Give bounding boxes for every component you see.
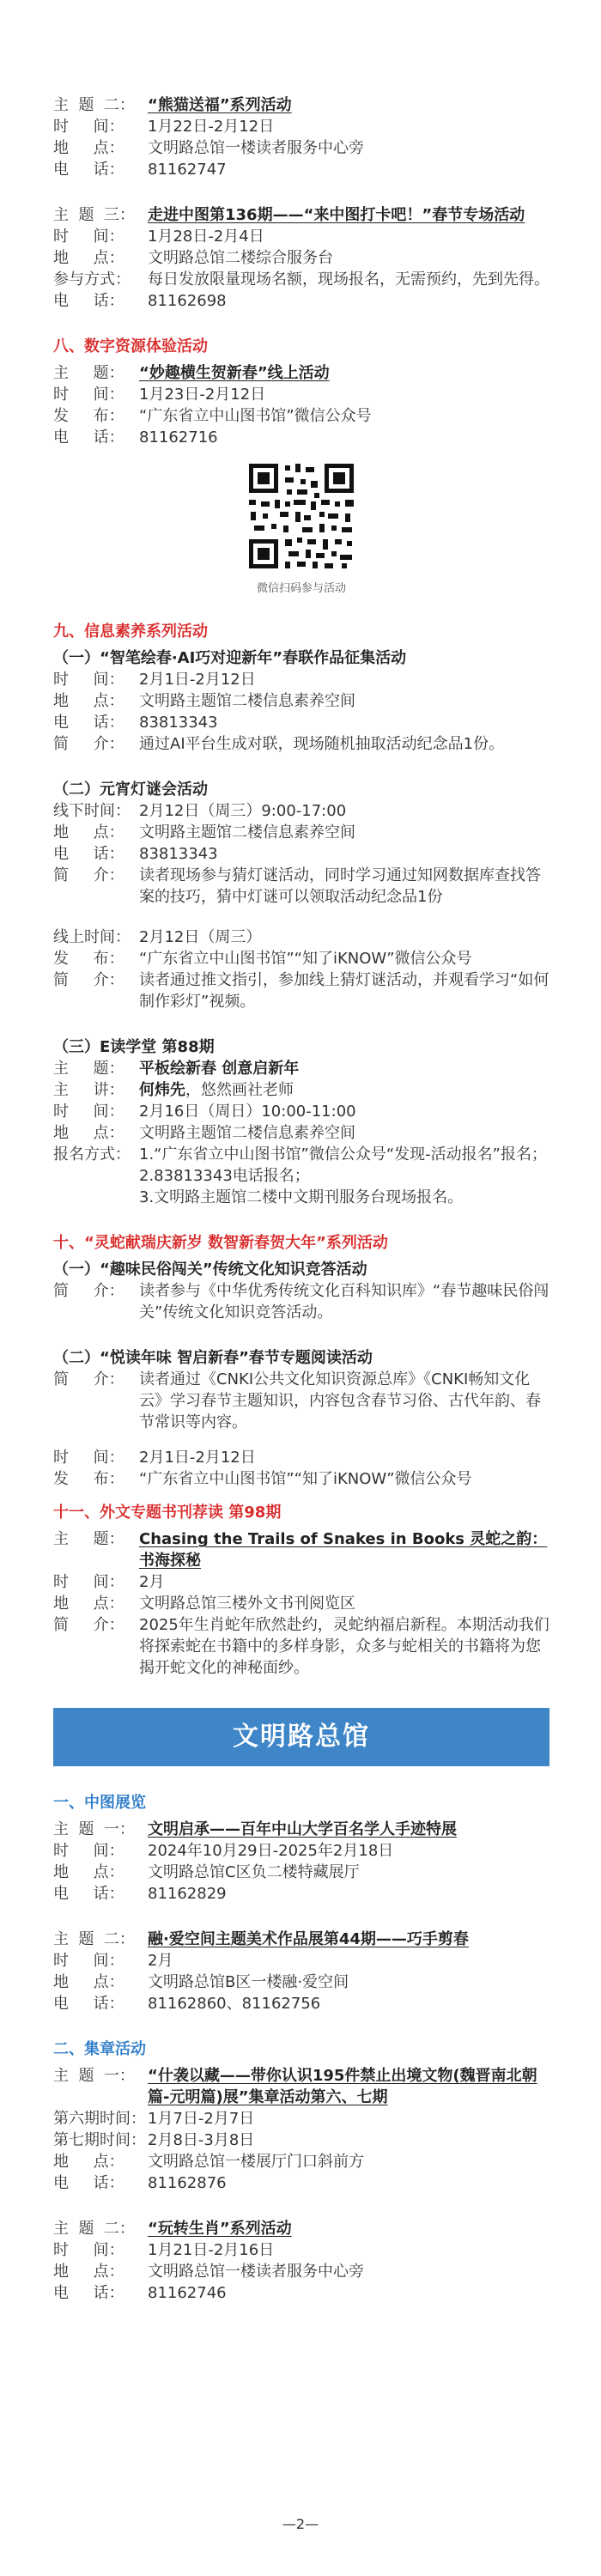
section-foreign-books [53,1502,549,1679]
intro-value: 读者现场参与猜灯谜活动，同时学习通过知网数据库查找答案的技巧，猜中灯谜可以领取活动纪念品1份 [139,866,541,906]
section-heading: 八、数字资源体验活动 [53,337,208,355]
place-label: 地 点： [53,823,124,841]
section-heading: 十一、外文专题书刊荐读 第98期 [53,1504,282,1522]
section-digital-resources [53,336,549,597]
theme-title: 走进中图第136期——“来中图打卡吧！”春节专场活动 [148,206,525,224]
intro-value: 2025年生肖蛇年欣然赴约，灵蛇纳福启新程。本期活动我们将探索蛇在书籍中的多样身影，众多与蛇相关的书籍将为您揭开蛇文化的神秘面纱。 [139,1616,549,1677]
place-label: 地 点： [53,1124,124,1142]
publish-label: 发 布： [53,950,124,968]
time-label: 时 间： [53,1449,124,1467]
theme-label: 主 题 二： [53,2220,135,2238]
time-value: 2024年10月29日-2025年2月18日 [148,1842,394,1860]
intro-value: 读者通过《CNKI公共文化知识资源总库》《CNKI畅知文化云》学习春节主题知识，内容包含春节习俗、古代年韵、春节常识等内容。 [139,1370,541,1431]
theme-title: 文明启承——百年中山大学百名学人手迹特展 [148,1820,457,1838]
theme-label: 主 题 一： [53,1820,135,1838]
section-heading: 九、信息素养系列活动 [53,623,208,641]
phone-value: 81162876 [148,2174,227,2192]
phone-value: 81162746 [148,2284,227,2302]
exhibition-entry [53,1929,549,2014]
place-label: 地 点： [53,1973,124,1991]
time-label: 时 间： [53,2241,124,2259]
section-heading: 一、中图展览 [53,1794,146,1812]
place-label: 地 点： [53,2153,124,2171]
time-value: 1月23日-2月12日 [139,386,266,404]
period6-value: 1月7日-2月7日 [148,2110,255,2128]
time-value: 2月16日（周日）10:00-11:00 [139,1103,356,1121]
intro-label: 简 介： [53,971,124,989]
intro-label: 简 介： [53,1370,124,1388]
speaker-name: 何炜先 [139,1081,185,1099]
page-number: —2— [282,2516,319,2532]
time-label: 时 间： [53,1952,124,1970]
subsection-couplet [53,647,549,755]
intro-label: 简 介： [53,866,124,884]
phone-label: 电 话： [53,845,124,863]
place-label: 地 点： [53,2263,124,2281]
phone-value: 81162747 [148,161,227,179]
section-heading: 二、集章活动 [53,2040,146,2058]
intro-value: 读者参与《中华优秀传统文化百科知识库》“春节趣味民俗闯关”传统文化知识竞答活动。 [139,1282,549,1321]
method-label: 参与方式： [53,270,131,289]
time-label: 时 间： [53,1573,124,1591]
subsection-heading: （三）E读学堂 第88期 [53,1038,215,1056]
period7-label: 第七期时间： [53,2131,146,2149]
theme-title: Chasing the Trails of Snakes in Books 灵蛇之韵：书海探秘 [139,1530,548,1570]
place-value: 文明路总馆三楼外文书刊阅览区 [139,1595,355,1613]
subsection-lantern-riddle [53,779,549,1012]
theme-label: 主 题： [53,1530,124,1548]
time-value: 2月1日-2月12日 [139,1449,256,1467]
place-value: 文明路总馆一楼读者服务中心旁 [148,2263,364,2281]
qr-caption: 微信扫码参与活动 [256,582,346,595]
signup-item: 3.文明路主题馆二楼中文期刊服务台现场报名。 [139,1188,464,1206]
subsection-e-reading [53,1036,549,1208]
phone-label: 电 话： [53,1995,124,2013]
place-value: 文明路总馆二楼综合服务台 [148,249,333,267]
section-exhibitions [53,1792,549,2014]
qr-block [53,460,549,597]
section-stamp-collecting [53,2038,549,2304]
phone-label: 电 话： [53,161,124,179]
phone-label: 电 话： [53,1885,124,1903]
time-label: 时 间： [53,1842,124,1860]
time-value: 2月 [148,1952,173,1970]
content [53,0,549,2304]
publish-value: “广东省立中山图书馆”“知了iKNOW”微信公众号 [139,950,472,968]
offline-time-label: 线下时间： [53,802,131,820]
speaker-title: ，悠然画社老师 [185,1081,294,1099]
place-value: 文明路总馆B区一楼融·爱空间 [148,1973,349,1991]
speaker-label: 主 讲： [53,1081,124,1099]
qr-code-icon[interactable] [246,460,357,572]
intro-label: 简 介： [53,1282,124,1300]
time-label: 时 间： [53,1103,124,1121]
theme-label: 主 题： [53,1060,124,1078]
place-label: 地 点： [53,1863,124,1881]
signup-list [139,1144,549,1208]
place-label: 地 点： [53,249,124,267]
signup-label: 报名方式： [53,1145,131,1163]
intro-label: 简 介： [53,1616,124,1634]
phone-value: 81162698 [148,292,227,310]
period7-value: 2月8日-3月8日 [148,2131,255,2149]
subsection-folk-quiz [53,1259,549,1323]
theme-label: 主 题 二： [53,1930,135,1948]
phone-label: 电 话： [53,292,124,310]
time-label: 时 间： [53,386,124,404]
method-value: 每日发放限量现场名额，现场报名，无需预约，先到先得。 [148,270,549,289]
offline-time-value: 2月12日（周三）9:00-17:00 [139,802,347,820]
stamp-entry [53,2218,549,2304]
publish-value: “广东省立中山图书馆”“知了iKNOW”微信公众号 [139,1470,472,1488]
online-time-label: 线上时间： [53,928,131,946]
exhibition-entry [53,1819,549,1905]
time-value: 1月22日-2月12日 [148,118,275,136]
theme-label: 主 题 三： [53,206,135,224]
intro-value: 通过AI平台生成对联，现场随机抽取活动纪念品1份。 [139,735,505,753]
theme-value: 平板绘新春 创意启新年 [139,1060,300,1078]
publish-value: “广东省立中山图书馆”微信公众号 [139,407,372,425]
publish-label: 发 布： [53,407,124,425]
stamp-entry [53,2065,549,2194]
place-value: 文明路总馆C区负二楼特藏展厅 [148,1863,360,1881]
activity-entry-panda [53,94,549,180]
place-label: 地 点： [53,139,124,157]
subsection-heading: （二）“悦读年味 智启新春”春节专题阅读活动 [53,1349,373,1367]
subsection-heading: （一）“趣味民俗闯关”传统文化知识竞答活动 [53,1261,367,1279]
section-spring-festival-digital [53,1232,549,1490]
phone-value: 81162716 [139,428,218,447]
subsection-heading: （一）“智笔绘春·AI巧对迎新年”春联作品征集活动 [53,649,407,667]
place-value: 文明路主题馆二楼信息素养空间 [139,823,355,841]
signup-item: 2.83813343电话报名； [139,1167,310,1185]
phone-value: 81162860、81162756 [148,1995,321,2013]
branch-banner: 文明路总馆 [53,1708,549,1766]
phone-label: 电 话： [53,428,124,447]
subsection-reading [53,1347,549,1490]
phone-value: 83813343 [139,714,218,732]
theme-title: “熊猫送福”系列活动 [148,96,292,114]
intro-label: 简 介： [53,735,124,753]
theme-title: “什袭以藏——带你认识195件禁止出境文物(魏晋南北朝篇-元明篇)展”集章活动第六、七期 [148,2067,537,2106]
theme-label: 主 题 二： [53,96,135,114]
place-label: 地 点： [53,692,124,710]
time-label: 时 间： [53,671,124,689]
phone-value: 81162829 [148,1885,227,1903]
place-label: 地 点： [53,1595,124,1613]
section-info-literacy [53,621,549,1208]
theme-label: 主 题： [53,364,124,382]
place-value: 文明路主题馆二楼信息素养空间 [139,692,355,710]
phone-label: 电 话： [53,714,124,732]
time-value: 2月 [139,1573,165,1591]
theme-label: 主 题 一： [53,2067,135,2085]
place-value: 文明路总馆一楼读者服务中心旁 [148,139,364,157]
theme-title: 融·爱空间主题美术作品展第44期——巧手剪春 [148,1930,469,1948]
period6-label: 第六期时间： [53,2110,146,2128]
time-value: 1月28日-2月4日 [148,228,264,246]
subsection-heading: （二）元宵灯谜会活动 [53,781,208,799]
time-label: 时 间： [53,118,124,136]
activity-entry-checkin [53,204,549,312]
theme-title: “玩转生肖”系列活动 [148,2220,292,2238]
theme-title: “妙趣横生贺新春”线上活动 [139,364,330,382]
online-time-value: 2月12日（周三） [139,928,262,946]
section-heading: 十、“灵蛇献瑞庆新岁 数智新春贺大年”系列活动 [53,1234,388,1252]
time-value: 1月21日-2月16日 [148,2241,275,2259]
phone-label: 电 话： [53,2284,124,2302]
time-label: 时 间： [53,228,124,246]
phone-value: 83813343 [139,845,218,863]
place-value: 文明路主题馆二楼信息素养空间 [139,1124,355,1142]
phone-label: 电 话： [53,2174,124,2192]
publish-label: 发 布： [53,1470,124,1488]
intro-value: 读者通过推文指引，参加线上猜灯谜活动，并观看学习“如何制作彩灯”视频。 [139,971,549,1011]
signup-item: 1.“广东省立中山图书馆”微信公众号“发现-活动报名”报名； [139,1145,547,1163]
place-value: 文明路总馆一楼展厅门口斜前方 [148,2153,364,2171]
time-value: 2月1日-2月12日 [139,671,256,689]
